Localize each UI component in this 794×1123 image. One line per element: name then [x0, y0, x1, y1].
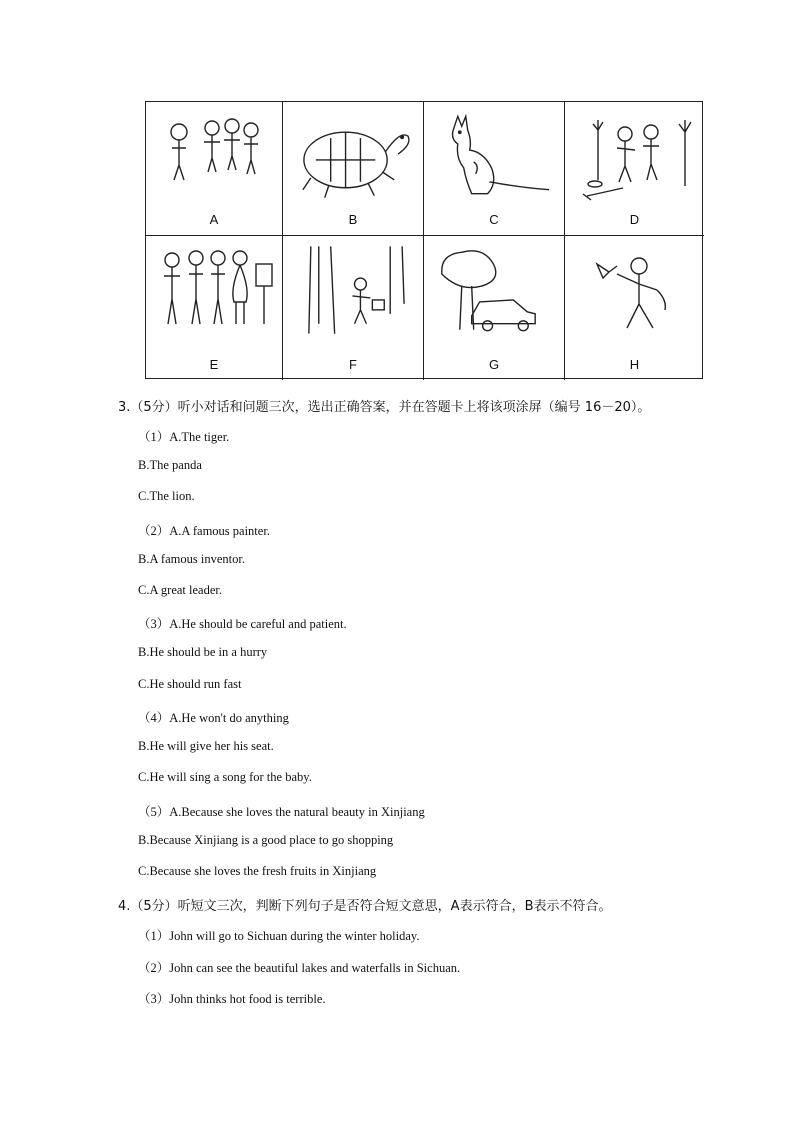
question-3-heading: 3.（5分）听小对话和问题三次，选出正确答案，并在答题卡上将该项涂屏（编号 16－20）。	[118, 400, 651, 415]
picture-cell-f	[283, 236, 424, 380]
forest-picture	[291, 244, 415, 339]
picture-grid	[145, 101, 703, 379]
picture-cell-a	[146, 102, 283, 236]
picture-label: B	[348, 212, 358, 227]
turtle-picture	[291, 110, 415, 205]
q3-option: （4）A.He won't do anything	[138, 711, 289, 725]
q3-option: C.A great leader.	[138, 583, 222, 597]
q3-option: （2）A.A famous painter.	[138, 524, 270, 538]
picture-label: D	[629, 212, 640, 227]
queue-picture	[154, 244, 274, 339]
q4-statement: （3）John thinks hot food is terrible.	[138, 992, 326, 1006]
children-picture	[154, 110, 274, 205]
q3-option: C.He will sing a song for the baby.	[138, 770, 312, 784]
picture-cell-e	[146, 236, 283, 380]
picture-label: E	[209, 357, 219, 372]
q3-option: （5）A.Because she loves the natural beauty in Xinjiang	[138, 805, 425, 819]
picture-label: H	[629, 357, 640, 372]
picture-cell-h	[565, 236, 704, 380]
q3-option: C.The lion.	[138, 489, 195, 503]
q3-option: B.He should be in a hurry	[138, 645, 268, 659]
q4-statement: （1）John will go to Sichuan during the winter holiday.	[138, 929, 420, 943]
picture-cell-d	[565, 102, 704, 236]
q3-option: B.A famous inventor.	[138, 552, 245, 566]
picture-label: F	[349, 357, 357, 372]
picture-label: G	[488, 357, 500, 372]
q3-option: （1）A.The tiger.	[138, 430, 230, 444]
picture-label: C	[489, 212, 499, 227]
q4-statement: （2）John can see the beautiful lakes and waterfalls in Sichuan.	[138, 961, 461, 975]
q3-option: C.Because she loves the fresh fruits in Xinjiang	[138, 864, 377, 878]
q3-option: B.The panda	[138, 458, 202, 472]
q3-option: B.Because Xinjiang is a good place to go shopping	[138, 833, 394, 847]
kangaroo-picture	[432, 110, 556, 205]
q3-option: C.He should run fast	[138, 677, 242, 691]
q3-option: （3）A.He should be careful and patient.	[138, 617, 347, 631]
picture-cell-c	[424, 102, 565, 236]
question-4-heading: 4.（5分）听短文三次，判断下列句子是否符合短文意思，A表示符合，B表示不符合。	[118, 899, 612, 914]
picture-cell-b	[283, 102, 424, 236]
car-tree-picture	[432, 244, 556, 339]
bird-person-picture	[573, 244, 696, 339]
q3-option: B.He will give her his seat.	[138, 739, 274, 753]
tree-planting-picture	[573, 110, 696, 205]
picture-label: A	[209, 212, 219, 227]
picture-cell-g	[424, 236, 565, 380]
